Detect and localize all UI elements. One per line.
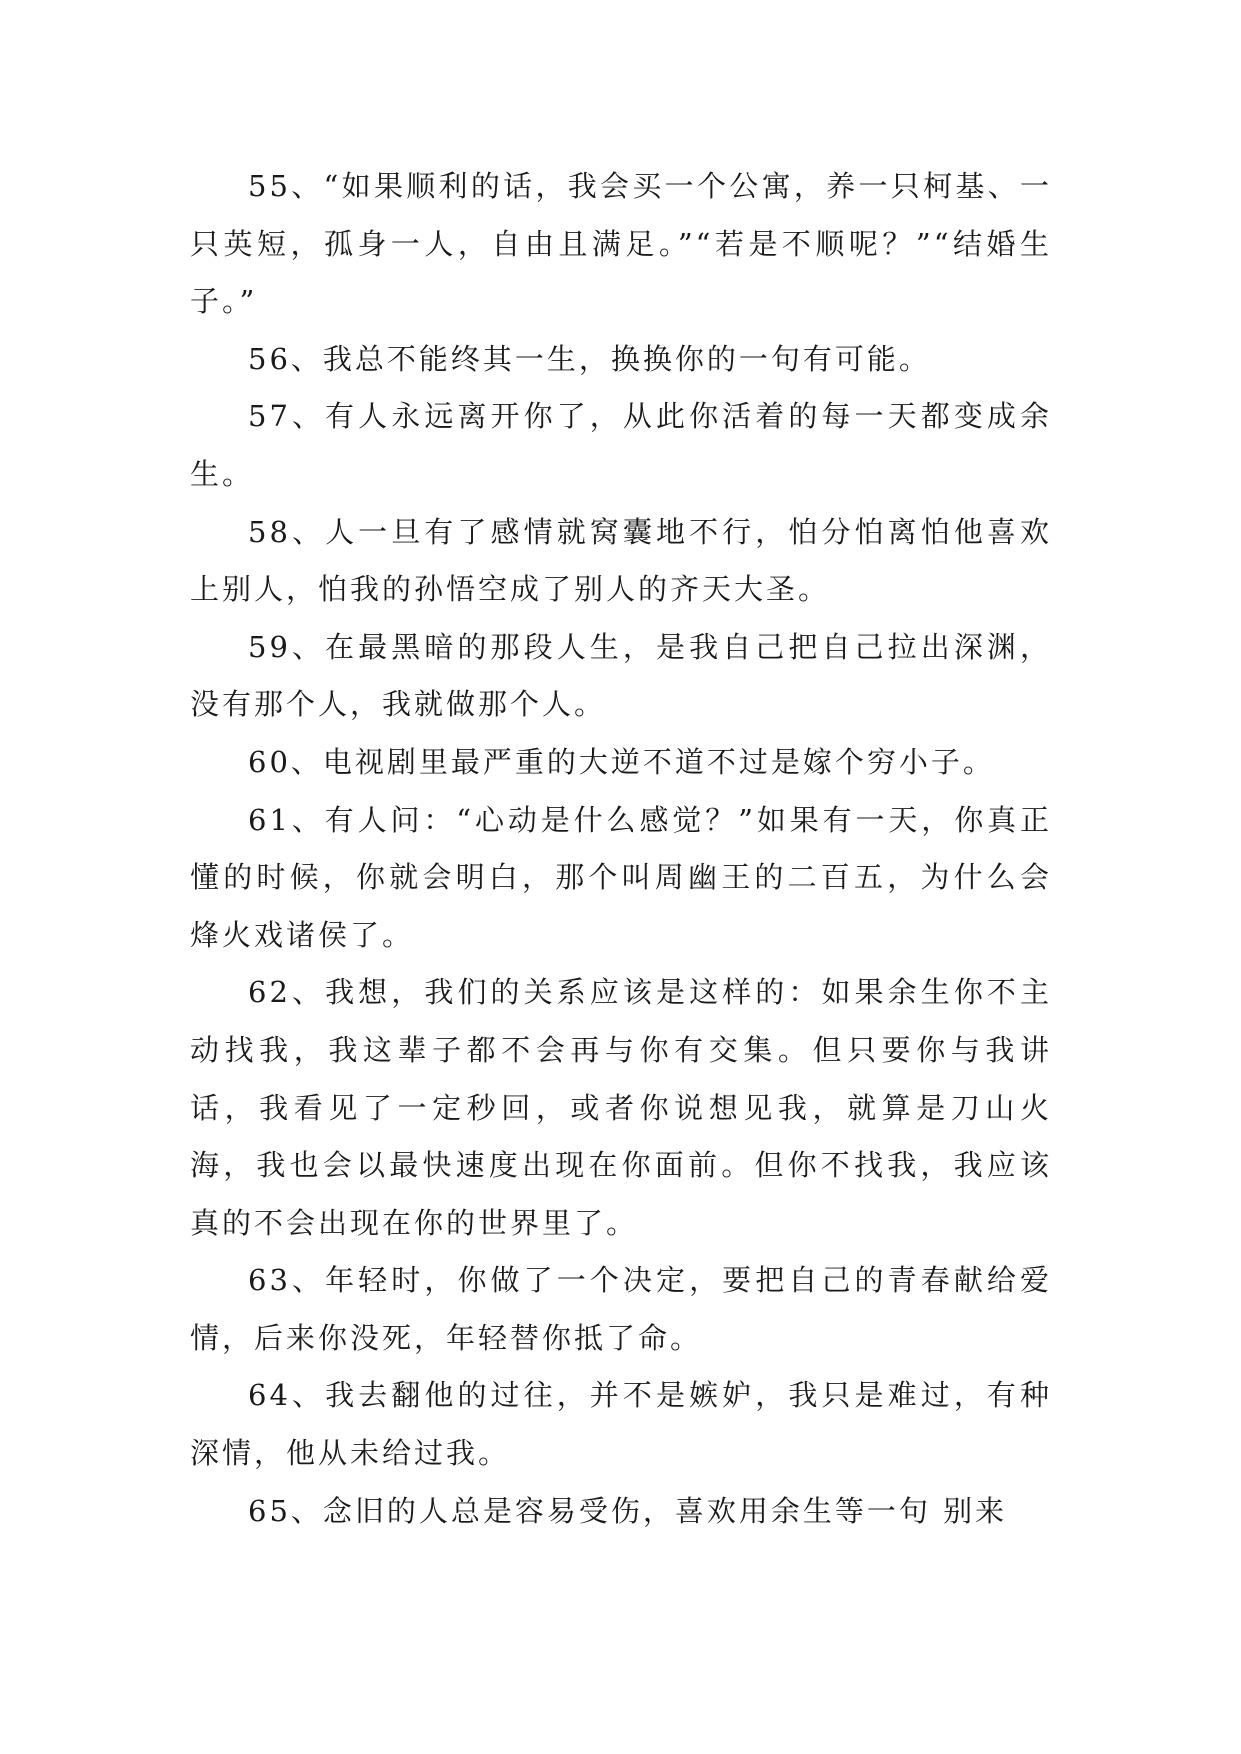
paragraph-59: 59、在最黑暗的那段人生，是我自己把自己拉出深渊，没有那个人，我就做那个人。 [190, 629, 1052, 722]
paragraph-61: 61、有人问：“心动是什么感觉？”如果有一天，你真正懂的时候，你就会明白，那个叫周幽王的二百五，为什么会烽火戏诸侯了。 [190, 802, 1052, 952]
paragraph-60: 60、电视剧里最严重的大逆不道不过是嫁个穷小子。 [248, 744, 995, 779]
paragraph-58: 58、人一旦有了感情就窝囊地不行，怕分怕离怕他喜欢上别人，怕我的孙悟空成了别人的齐天大圣。 [190, 514, 1052, 607]
paragraph-57: 57、有人永远离开你了，从此你活着的每一天都变成余生。 [190, 399, 1052, 491]
paragraph-63: 63、年轻时，你做了一个决定，要把自己的青春献给爱情，后来你没死，年轻替你抵了命。 [190, 1263, 1052, 1355]
paragraph-65: 65、念旧的人总是容易受伤，喜欢用余生等一句 别来 [248, 1493, 1008, 1528]
paragraph-64: 64、我去翻他的过往，并不是嫉妒，我只是难过，有种深情，他从未给过我。 [190, 1378, 1052, 1471]
paragraph-56: 56、我总不能终其一生，换换你的一句有可能。 [248, 341, 931, 376]
paragraph-62: 62、我想，我们的关系应该是这样的：如果余生你不主动找我，我这辈子都不会再与你有交集。但只要你与我讲话，我看见了一定秒回，或者你说想见我，就算是刀山火海，我也会以最快速度出现在你面前。但你不找我，我应该真的不会出现在你的世界里了。 [190, 975, 1052, 1240]
paragraph-55: 55、“如果顺利的话，我会买一个公寓，养一只柯基、一只英短，孤身一人，自由且满足。”“若是不顺呢？”“结婚生子。” [190, 169, 1052, 319]
document-body [190, 158, 1052, 1540]
